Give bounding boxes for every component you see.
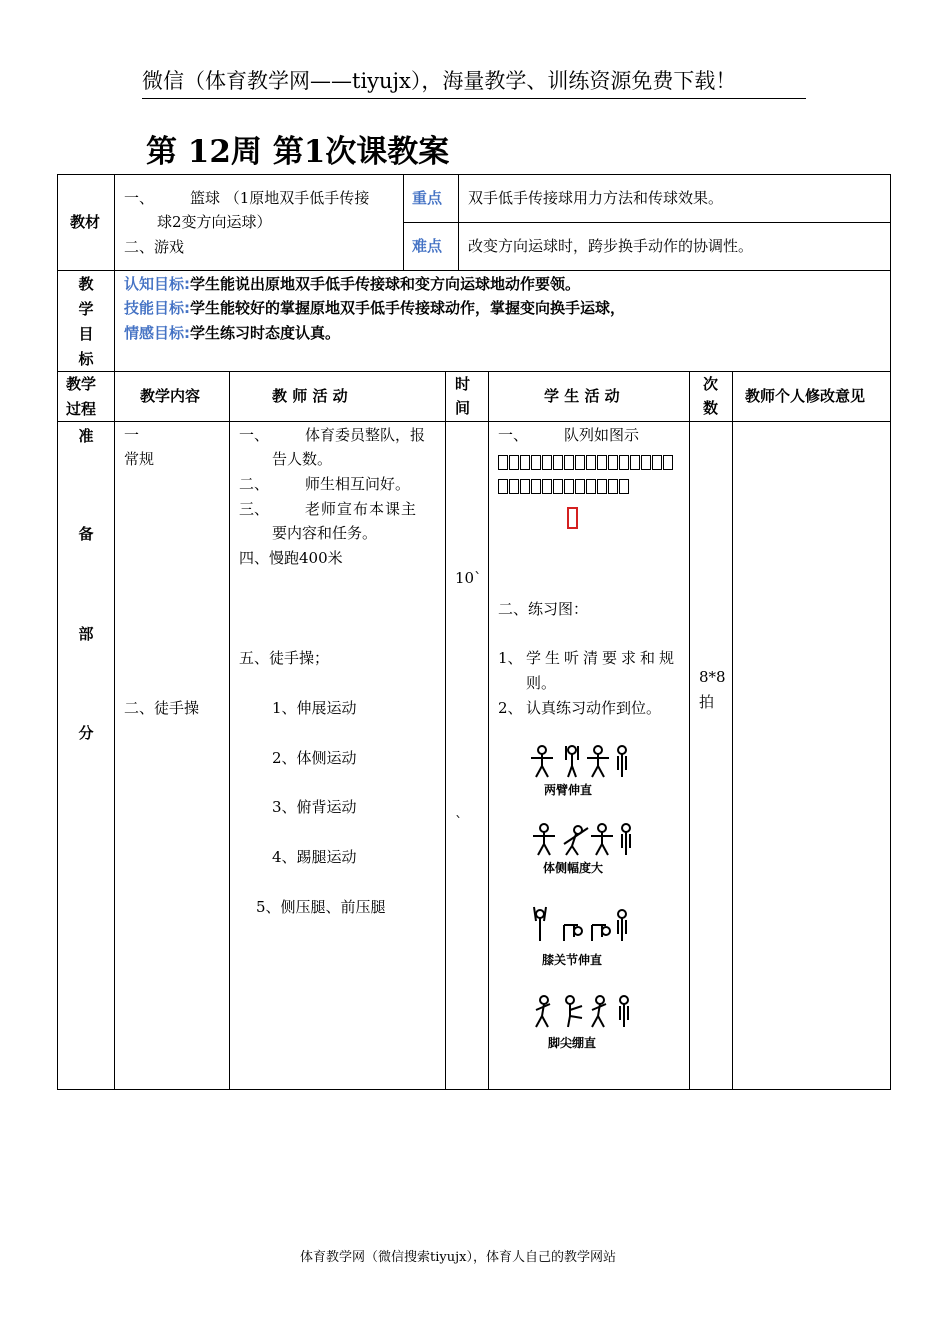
exercise-figure-4-icon <box>530 994 634 1030</box>
caption-1: 两臂伸直 <box>544 783 593 797</box>
col-time-a: 时 <box>455 375 471 393</box>
content-2: 二、徒手操 <box>124 699 200 717</box>
page-footer: 体育教学网（微信搜索tiyujx），体育人自己的教学网站 <box>300 1250 616 1265</box>
material-item-1-a: 篮球 （1原地双手低手传接 <box>190 189 370 207</box>
caption-2: 体侧幅度大 <box>543 861 604 875</box>
difficulty-text: 改变方向运球时，跨步换手动作的协调性。 <box>468 237 754 255</box>
page-title: 第 12周 第1次课教案 <box>146 134 450 170</box>
col-process: 教学过程 <box>66 375 97 418</box>
teacher-3-num: 三、 <box>239 500 270 518</box>
goal-skill: 技能目标:学生能较好的掌握原地双手低手传接球动作，掌握变向换手运球， <box>124 299 626 317</box>
jiaocai-label: 教材 <box>70 213 101 231</box>
teacher-1b: 告人数。 <box>272 450 333 468</box>
student-3a: 学生听清要求和规 <box>526 649 679 667</box>
goal-affective: 情感目标:学生练习时态度认真。 <box>124 324 341 342</box>
formation-placeholder <box>498 450 682 498</box>
teacher-3a: 老师宣布本课主 <box>305 500 418 518</box>
key-point-text: 双手低手传接球用力方法和传球效果。 <box>468 189 724 207</box>
time-2: ` <box>455 813 463 831</box>
col-content: 教学内容 <box>140 387 201 405</box>
exercise-1: 1、伸展运动 <box>272 699 357 717</box>
caption-3: 膝关节伸直 <box>542 953 603 967</box>
exercise-figure-1-icon <box>528 744 632 780</box>
exercise-figure-3-icon <box>528 905 632 945</box>
teacher-3b: 要内容和任务。 <box>272 524 378 542</box>
section-label-3: 部 <box>78 625 94 643</box>
difficulty-label: 难点 <box>412 237 443 255</box>
col-count-a: 次 <box>703 375 719 393</box>
col-count-b: 数 <box>703 399 719 417</box>
student-1: 队列如图示 <box>564 426 640 444</box>
goal-cognitive: 认知目标:学生能说出原地双手低手传接球和变方向运球地动作要领。 <box>124 275 581 293</box>
col-time-b: 间 <box>455 399 471 417</box>
time-1: 10` <box>455 569 482 587</box>
exercise-5: 5、侧压腿、前压腿 <box>256 898 386 916</box>
exercise-4: 4、踢腿运动 <box>272 848 357 866</box>
page-header: 微信（体育教学网——tiyujx），海量教学、训练资源免费下载！ <box>142 64 806 99</box>
col-teacher: 教 师 活 动 <box>272 387 348 405</box>
teacher-1a: 体育委员整队，报 <box>305 426 426 444</box>
caption-4: 脚尖绷直 <box>548 1036 597 1050</box>
section-label-1: 准 <box>78 427 94 445</box>
teacher-2-num: 二、 <box>239 475 270 493</box>
material-item-1-num: 一、 <box>124 189 155 207</box>
goals-label: 教 学 目 标 <box>78 275 94 368</box>
exercise-3: 3、俯背运动 <box>272 798 357 816</box>
teacher-1-num: 一、 <box>239 426 270 444</box>
teacher-5: 五、徒手操； <box>239 649 330 667</box>
student-3-num: 1、 <box>498 649 523 667</box>
section-label-4: 分 <box>78 724 94 742</box>
content-1b: 常规 <box>124 450 155 468</box>
teacher-2: 师生相互问好。 <box>305 475 411 493</box>
student-1-num: 一、 <box>498 426 529 444</box>
material-item-1-b: 球2变方向运球） <box>157 213 272 231</box>
content-1a: 一 <box>124 426 140 444</box>
col-student: 学 生 活 动 <box>544 387 620 405</box>
col-opinion: 教师个人修改意见 <box>745 387 866 405</box>
student-2: 二、练习图： <box>498 600 589 618</box>
count-2: 拍 <box>699 693 715 711</box>
exercise-figure-2-icon <box>530 822 634 858</box>
teacher-4: 四、慢跑400米 <box>239 549 343 567</box>
teacher-position-marker <box>567 507 578 529</box>
section-label-2: 备 <box>78 525 94 543</box>
count-1: 8*8 <box>699 668 726 686</box>
exercise-2: 2、体侧运动 <box>272 749 357 767</box>
key-point-label: 重点 <box>412 189 443 207</box>
student-3b: 则。 <box>526 674 557 692</box>
material-item-2: 二、游戏 <box>124 238 185 256</box>
student-4: 认真练习动作到位。 <box>526 699 662 717</box>
student-4-num: 2、 <box>498 699 523 717</box>
